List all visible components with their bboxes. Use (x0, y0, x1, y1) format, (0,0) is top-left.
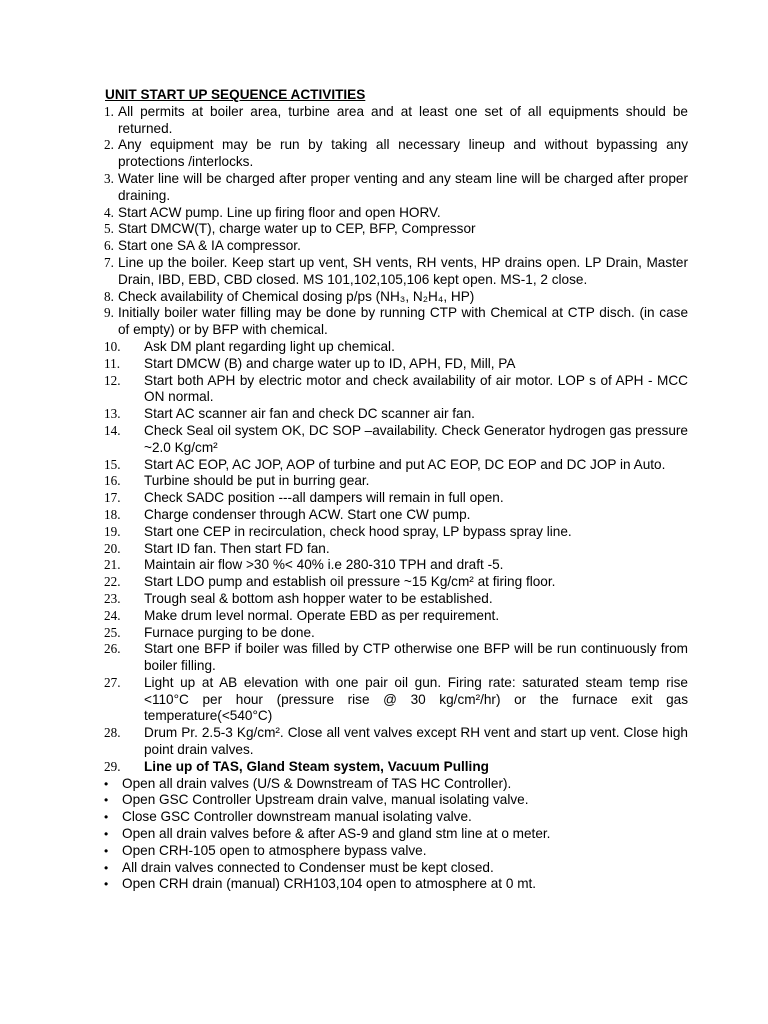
bullet-icon: • (104, 776, 109, 791)
step-number: 1. (104, 103, 114, 119)
step-text: Start AC EOP, AC JOP, AOP of turbine and put AC EOP, DC EOP and DC JOP in Auto. (144, 456, 666, 472)
bullet-icon: • (104, 843, 109, 858)
step-16 (104, 473, 688, 490)
step-number: 28. (104, 725, 121, 741)
steps-list (104, 104, 688, 759)
step-number: 22. (104, 574, 121, 590)
step-text: Maintain air flow >30 %< 40% i.e 280-310 TPH and draft -5. (144, 557, 504, 573)
document-content (104, 87, 688, 893)
step-27 (104, 675, 688, 725)
step-14 (104, 423, 688, 457)
bullet-icon: • (104, 877, 109, 892)
step-4 (104, 205, 688, 222)
step-29 (104, 759, 688, 776)
step-text: Charge condenser through ACW. Start one CW pump. (144, 506, 471, 522)
step-13 (104, 406, 688, 423)
step-text: All permits at boiler area, turbine area and at least one set of all equipments should be returned. (118, 103, 688, 136)
bullet-item (104, 876, 688, 893)
step-text: Start ACW pump. Line up firing floor and open HORV. (118, 204, 441, 220)
step-number: 14. (104, 422, 121, 438)
step-26 (104, 641, 688, 675)
step-15 (104, 457, 688, 474)
step-text: Light up at AB elevation with one pair oil gun. Firing rate: saturated steam temp rise <110°C per hour (pressure rise @ 30 kg/cm²/hr) or the furnace exit gas temperature(<540°C) (144, 674, 688, 724)
step-17 (104, 490, 688, 507)
step-number: 5. (104, 221, 114, 237)
bullet-list (104, 776, 688, 894)
step-number: 12. (104, 372, 121, 388)
bullet-text: Open CRH drain (manual) CRH103,104 open to atmosphere at 0 mt. (122, 876, 537, 892)
step-number: 8. (104, 288, 114, 304)
step-text: Turbine should be put in burring gear. (144, 473, 370, 489)
bullet-text: Open GSC Controller Upstream drain valve, manual isolating valve. (122, 792, 529, 808)
step-number: 4. (104, 204, 114, 220)
step-29-heading: Line up of TAS, Gland Steam system, Vacuum Pulling (144, 758, 489, 774)
step-text: Start AC scanner air fan and check DC scanner air fan. (144, 406, 475, 422)
step-1 (104, 104, 688, 138)
step-number: 18. (104, 506, 121, 522)
step-number: 2. (104, 137, 114, 153)
step-text: Furnace purging to be done. (144, 624, 315, 640)
step-number: 16. (104, 473, 121, 489)
document-title: UNIT START UP SEQUENCE ACTIVITIES (105, 87, 366, 102)
step-12 (104, 373, 688, 407)
step-text: Start ID fan. Then start FD fan. (144, 540, 330, 556)
step-23 (104, 591, 688, 608)
step-number: 24. (104, 607, 121, 623)
step-text: Check availability of Chemical dosing p/ps (NH₃, N₂H₄, HP) (118, 288, 475, 304)
bullet-item (104, 809, 688, 826)
step-number: 23. (104, 590, 121, 606)
step-number: 3. (104, 170, 114, 186)
step-22 (104, 574, 688, 591)
step-6 (104, 238, 688, 255)
step-text: Start DMCW (B) and charge water up to ID, APH, FD, Mill, PA (144, 355, 516, 371)
step-text: Initially boiler water filling may be done by running CTP with Chemical at CTP disch. (in case of empty) or by BFP with chemical. (118, 305, 688, 338)
step-8 (104, 289, 688, 306)
bullet-item (104, 826, 688, 843)
step-text: Drum Pr. 2.5-3 Kg/cm². Close all vent valves except RH vent and start up vent. Close high point drain valves. (144, 725, 688, 758)
step-number: 27. (104, 674, 121, 690)
step-10 (104, 339, 688, 356)
bullet-item (104, 860, 688, 877)
step-text: Start DMCW(T), charge water up to CEP, BFP, Compressor (118, 221, 476, 237)
step-number: 17. (104, 490, 121, 506)
step-number: 19. (104, 523, 121, 539)
step-number: 9. (104, 305, 114, 321)
bullet-text: All drain valves connected to Condenser must be kept closed. (122, 859, 494, 875)
step-number: 7. (104, 254, 114, 270)
step-number: 13. (104, 406, 121, 422)
bullet-item (104, 776, 688, 793)
step-20 (104, 541, 688, 558)
step-number: 29. (104, 758, 121, 774)
step-7 (104, 255, 688, 289)
step-number: 11. (104, 355, 120, 371)
step-text: Any equipment may be run by taking all necessary lineup and without bypassing any protections /interlocks. (118, 137, 688, 170)
step-text: Start both APH by electric motor and check availability of air motor. LOP s of APH - MCC ON normal. (144, 372, 688, 405)
step-number: 21. (104, 557, 121, 573)
step-9 (104, 305, 688, 339)
step-19 (104, 524, 688, 541)
step-24 (104, 608, 688, 625)
step-2 (104, 137, 688, 171)
step-5 (104, 221, 688, 238)
step-text: Make drum level normal. Operate EBD as per requirement. (144, 607, 500, 623)
step-text: Check Seal oil system OK, DC SOP –availability. Check Generator hydrogen gas pressure ~2.0 Kg/cm² (144, 422, 688, 455)
bullet-icon: • (104, 860, 109, 875)
step-text: Water line will be charged after proper venting and any steam line will be charged after proper draining. (118, 170, 688, 203)
bullet-item (104, 843, 688, 860)
bullet-item (104, 792, 688, 809)
step-25 (104, 625, 688, 642)
step-text: Line up the boiler. Keep start up vent, SH vents, RH vents, HP drains open. LP Drain, Master Drain, IBD, EBD, CBD closed. MS 101,102,105,106 kept open. MS-1, 2 close. (118, 254, 688, 287)
step-text: Start LDO pump and establish oil pressure ~15 Kg/cm² at firing floor. (144, 574, 556, 590)
bullet-icon: • (104, 810, 109, 825)
step-text: Check SADC position ---all dampers will remain in full open. (144, 490, 504, 506)
step-number: 26. (104, 641, 121, 657)
bullet-icon: • (104, 827, 109, 842)
bullet-text: Open all drain valves before & after AS-9 and gland stm line at o meter. (122, 826, 551, 842)
step-18 (104, 507, 688, 524)
step-3 (104, 171, 688, 205)
step-number: 10. (104, 338, 121, 354)
step-number: 6. (104, 238, 114, 254)
step-number: 15. (104, 456, 121, 472)
step-28 (104, 725, 688, 759)
step-text: Trough seal & bottom ash hopper water to be established. (144, 590, 493, 606)
step-text: Ask DM plant regarding light up chemical. (144, 338, 395, 354)
bullet-text: Open all drain valves (U/S & Downstream of TAS HC Controller). (122, 775, 512, 791)
step-number: 25. (104, 624, 121, 640)
step-number: 20. (104, 540, 121, 556)
bullet-text: Close GSC Controller downstream manual isolating valve. (122, 809, 472, 825)
step-text: Start one CEP in recirculation, check hood spray, LP bypass spray line. (144, 523, 572, 539)
bullet-icon: • (104, 793, 109, 808)
step-text: Start one BFP if boiler was filled by CTP otherwise one BFP will be run continuously from boiler filling. (144, 641, 688, 674)
step-11 (104, 356, 688, 373)
bullet-text: Open CRH-105 open to atmosphere bypass valve. (122, 842, 427, 858)
step-text: Start one SA & IA compressor. (118, 238, 301, 254)
step-21 (104, 557, 688, 574)
